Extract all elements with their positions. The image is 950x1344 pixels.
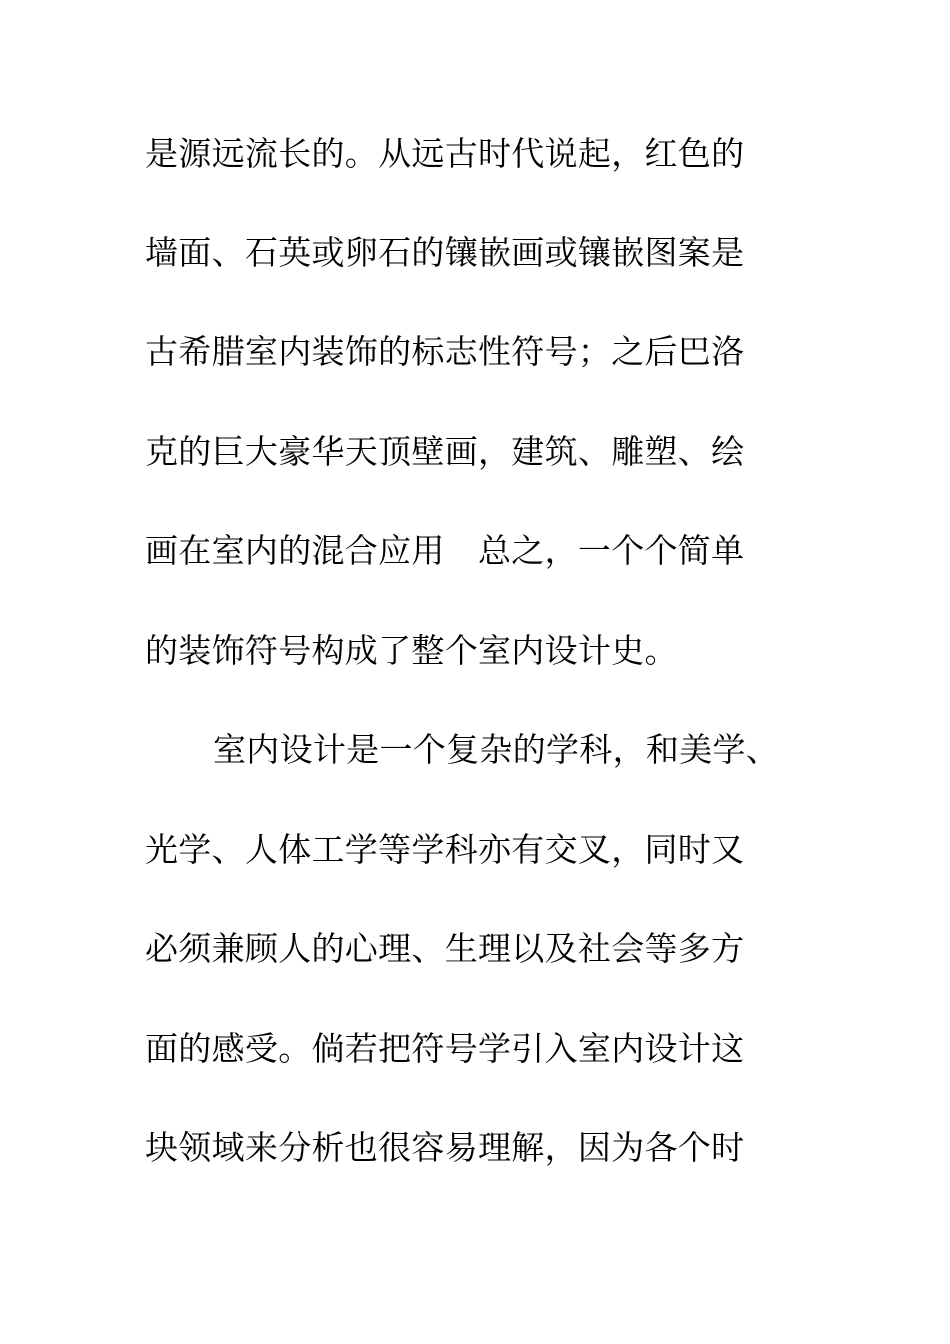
text-line: 墙面、石英或卵石的镶嵌画或镶嵌图案是 [145,233,745,272]
text-line: 古希腊室内装饰的标志性符号；之后巴洛 [145,332,745,371]
text-line: 块领域来分析也很容易理解，因为各个时 [145,1128,745,1167]
text-line: 克的巨大豪华天顶壁画，建筑、雕塑、绘 [145,432,745,471]
text-line: 面的感受。倘若把符号学引入室内设计这 [145,1029,745,1068]
paragraph-first-line: 室内设计是一个复杂的学科，和美学、 [213,730,780,769]
text-line: 光学、人体工学等学科亦有交叉，同时又 [145,830,745,869]
text-line: 是源远流长的。从远古时代说起，红色的 [145,134,745,173]
text-line: 必须兼顾人的心理、生理以及社会等多方 [145,929,745,968]
text-line: 的装饰符号构成了整个室内设计史。 [145,631,678,670]
text-line: 画在室内的混合应用 总之，一个个简单 [145,531,745,570]
